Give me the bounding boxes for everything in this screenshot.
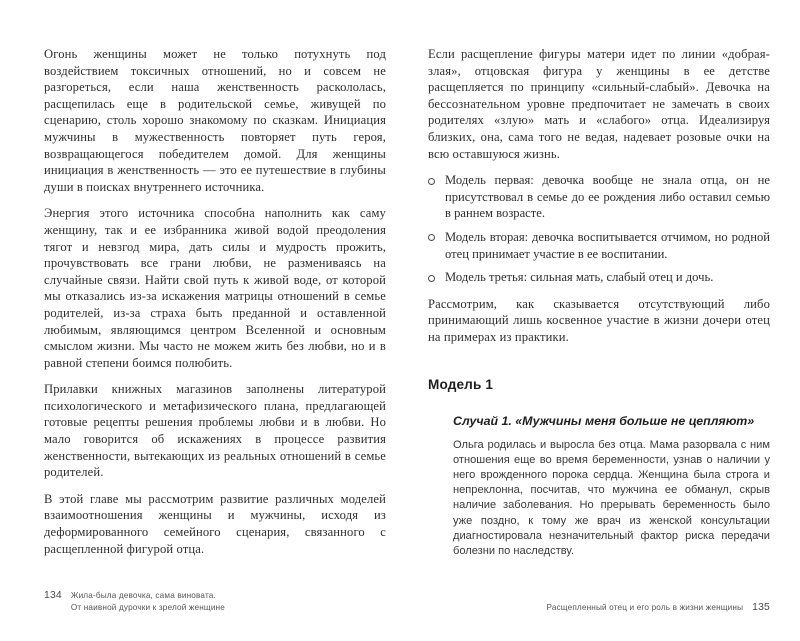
- paragraph: Прилавки книжных магазинов заполнены литературой психологического и метафизического плана, предлагающей готовые рецепты решения проблемы любви и в любви. Но мало говорится об искажениях в процессе развития женственности, вытекающих из реальных отношений в семье родителей.: [44, 382, 386, 480]
- case-study-title: Случай 1. «Мужчины меня больше не цепляют»: [453, 413, 755, 428]
- paragraph: В этой главе мы рассмотрим развитие различных моделей взаимоотношения женщины и мужчины, исходя из деформированного семейного сценария, связанного с расщепленной фигурой отца.: [44, 491, 386, 556]
- running-head-right: Расщепленный отец и его роль в жизни женщины: [546, 602, 744, 612]
- list-item-text: Модель вторая: девочка воспитывается отчимом, но родной отец принимает участие в ее воспитании.: [445, 229, 770, 261]
- footer-left: [44, 590, 225, 613]
- left-page-text-block: [44, 46, 386, 557]
- list-item: [428, 172, 770, 222]
- list-item-text: Модель первая: девочка вообще не знала отца, он не присутствовал в семье до ее рождения либо оставил семью в раннем возрасте.: [445, 173, 770, 221]
- case-study-block: [428, 413, 770, 560]
- running-head-line-1: Жила-была девочка, сама виновата.: [70, 591, 216, 601]
- hollow-circle-icon: [428, 234, 435, 241]
- page-right: [400, 0, 800, 641]
- section-heading: Модель 1: [428, 376, 494, 392]
- paragraph: Если расщепление фигуры матери идет по линии «добрая-злая», отцовская фигура у женщины в ее детстве расщепляется по принципу «сильный-слабый». Девочка на бессознательном уровне предпочитает не замечать в своих родителях «злую» мать и «слабого» отца. Идеализируя близких, она, сама того не ведая, надевает розовые очки на всю оставшуюся жизнь.: [428, 47, 770, 161]
- model-list: [428, 172, 770, 286]
- paragraph: Рассмотрим, как сказывается отсутствующий либо принимающий лишь косвенное участие в жизни дочери отец на примерах из практики.: [428, 296, 770, 344]
- footer-right: [546, 602, 770, 613]
- page-number-right: 135: [752, 601, 770, 613]
- hollow-circle-icon: [428, 275, 435, 282]
- right-page-text-block: [428, 46, 770, 559]
- case-study-body: Ольга родилась и выросла без отца. Мама разорвала с ним отношения еще во время беременности, узнав о наличии у него врожденного порока сердца. Женщина была строга и непреклонна, посчитав, что мужчина ее обманул, скрыв наличие заболевания. Но прерывать беременность было уже поздно, к тому же врач из женской консультации диагностировала незначительный фактор риска передачи болезни по наследству.: [453, 438, 770, 557]
- list-item-text: Модель третья: сильная мать, слабый отец и дочь.: [445, 270, 714, 285]
- running-head-left: [71, 590, 225, 613]
- hollow-circle-icon: [428, 178, 435, 185]
- paragraph: Энергия этого источника способна наполнить как саму женщину, так и ее избранника живой водой преодоления тягот и невзгод мира, дать силы и мудрость прожить, прочувствовать все грани любви, не размениваясь на случайные связи. Найти свой путь к живой воде, от которой мы отказались из-за искажения матрицы отношений в семье родителей, из-за страха быть преданной и оставленной любимым, являющимся центром Вселенной и основным смыслом жизни. Мы часто не можем жить без любви, но и в равной степени боимся полюбить.: [44, 206, 386, 370]
- paragraph: Огонь женщины может не только потухнуть под воздействием токсичных отношений, но и совсем не разгореться, если наша женственность раскололась, расщепилась еще в родительской семье, живущей по сценарию, столь хорошо знакомому по сказкам. Инициация мужчины в мужественность повторяет путь героя, возвращающегося победителем домой. Для женщины инициация в женственность — это ее путешествие в глубины души в поисках внутреннего источника.: [44, 47, 386, 194]
- list-item: [428, 229, 770, 262]
- page-number-left: 134: [44, 589, 62, 601]
- running-head-line-2: От наивной дурочки к зрелой женщине: [70, 602, 225, 612]
- list-item: [428, 269, 770, 286]
